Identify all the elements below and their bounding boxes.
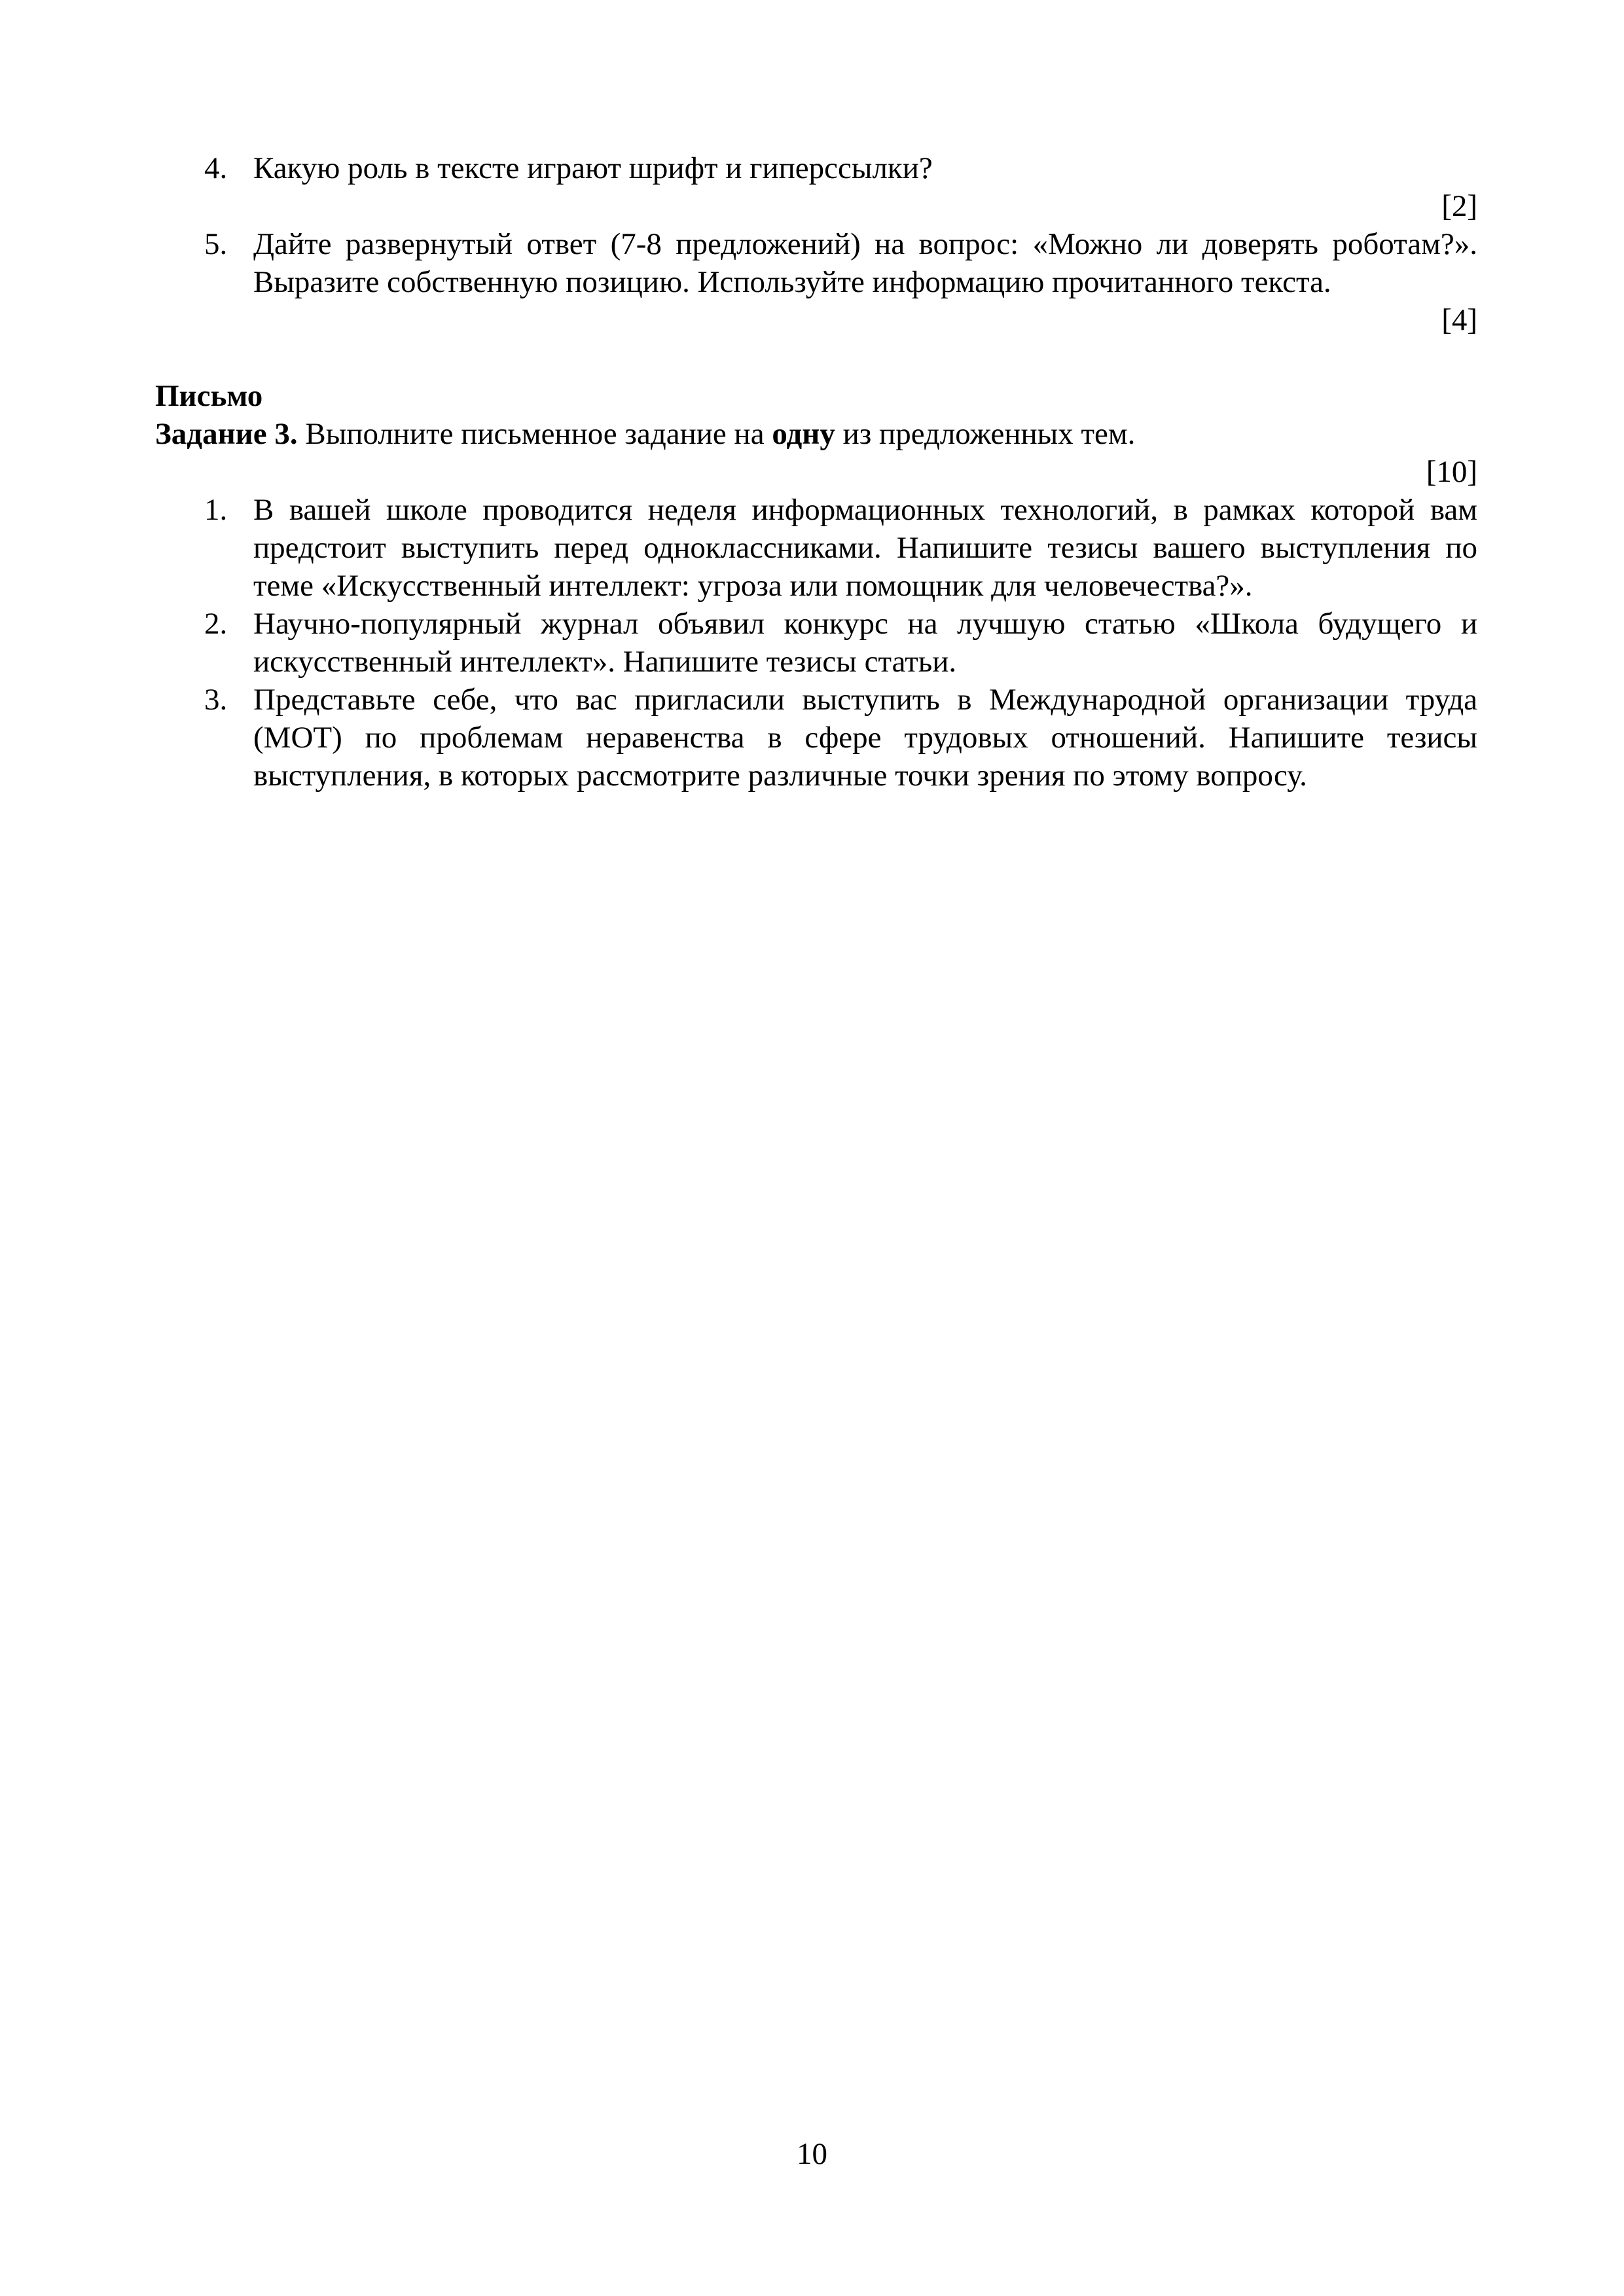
task-text-after: из предложенных тем. [835,417,1136,451]
topic-text: Научно-популярный журнал объявил конкурс на лучшую статью «Школа будущего и искусственный интеллект». Напишите тезисы статьи. [253,607,1477,679]
task-score: [10] [1426,455,1477,489]
topic-text: Представьте себе, что вас пригласили выступить в Международной организации труда (МОТ) по проблемам неравенства в сфере трудовых отношений. Напишите тезисы выступления, в которых рассмотрите различные точки зрения по этому вопросу. [253,683,1477,793]
question-score: [4] [1441,303,1477,337]
question-text: Дайте развернутый ответ (7-8 предложений) на вопрос: «Можно ли доверять роботам?». Выразите собственную позицию. Используйте информацию прочитанного текста. [253,227,1477,299]
question-text: Какую роль в тексте играют шрифт и гиперссылки? [253,151,933,185]
question-item-4 [155,149,1477,187]
page-content [155,149,1477,795]
topic-item-3 [155,681,1477,795]
task-text-before: Выполните письменное задание на [297,417,772,451]
topic-number: 1. [204,493,228,527]
section-spacer [155,339,1477,377]
topic-text: В вашей школе проводится неделя информационных технологий, в рамках которой вам предстоит выступить перед одноклассниками. Напишите тезисы вашего выступления по теме «Искусственный интеллект: угроза или помощник для человечества?». [253,493,1477,603]
task-instruction [155,415,1477,453]
topic-item-2 [155,605,1477,681]
task-label: Задание 3. [155,417,298,451]
question-number: 5. [204,227,228,261]
task-emphasis: одну [772,417,835,451]
page-number: 10 [797,2137,827,2171]
question-number: 4. [204,151,228,185]
topic-item-1 [155,491,1477,605]
section-heading: Письмо [155,379,263,413]
question-item-5 [155,225,1477,301]
topic-number: 2. [204,607,228,641]
question-score: [2] [1441,189,1477,223]
topic-number: 3. [204,683,228,717]
